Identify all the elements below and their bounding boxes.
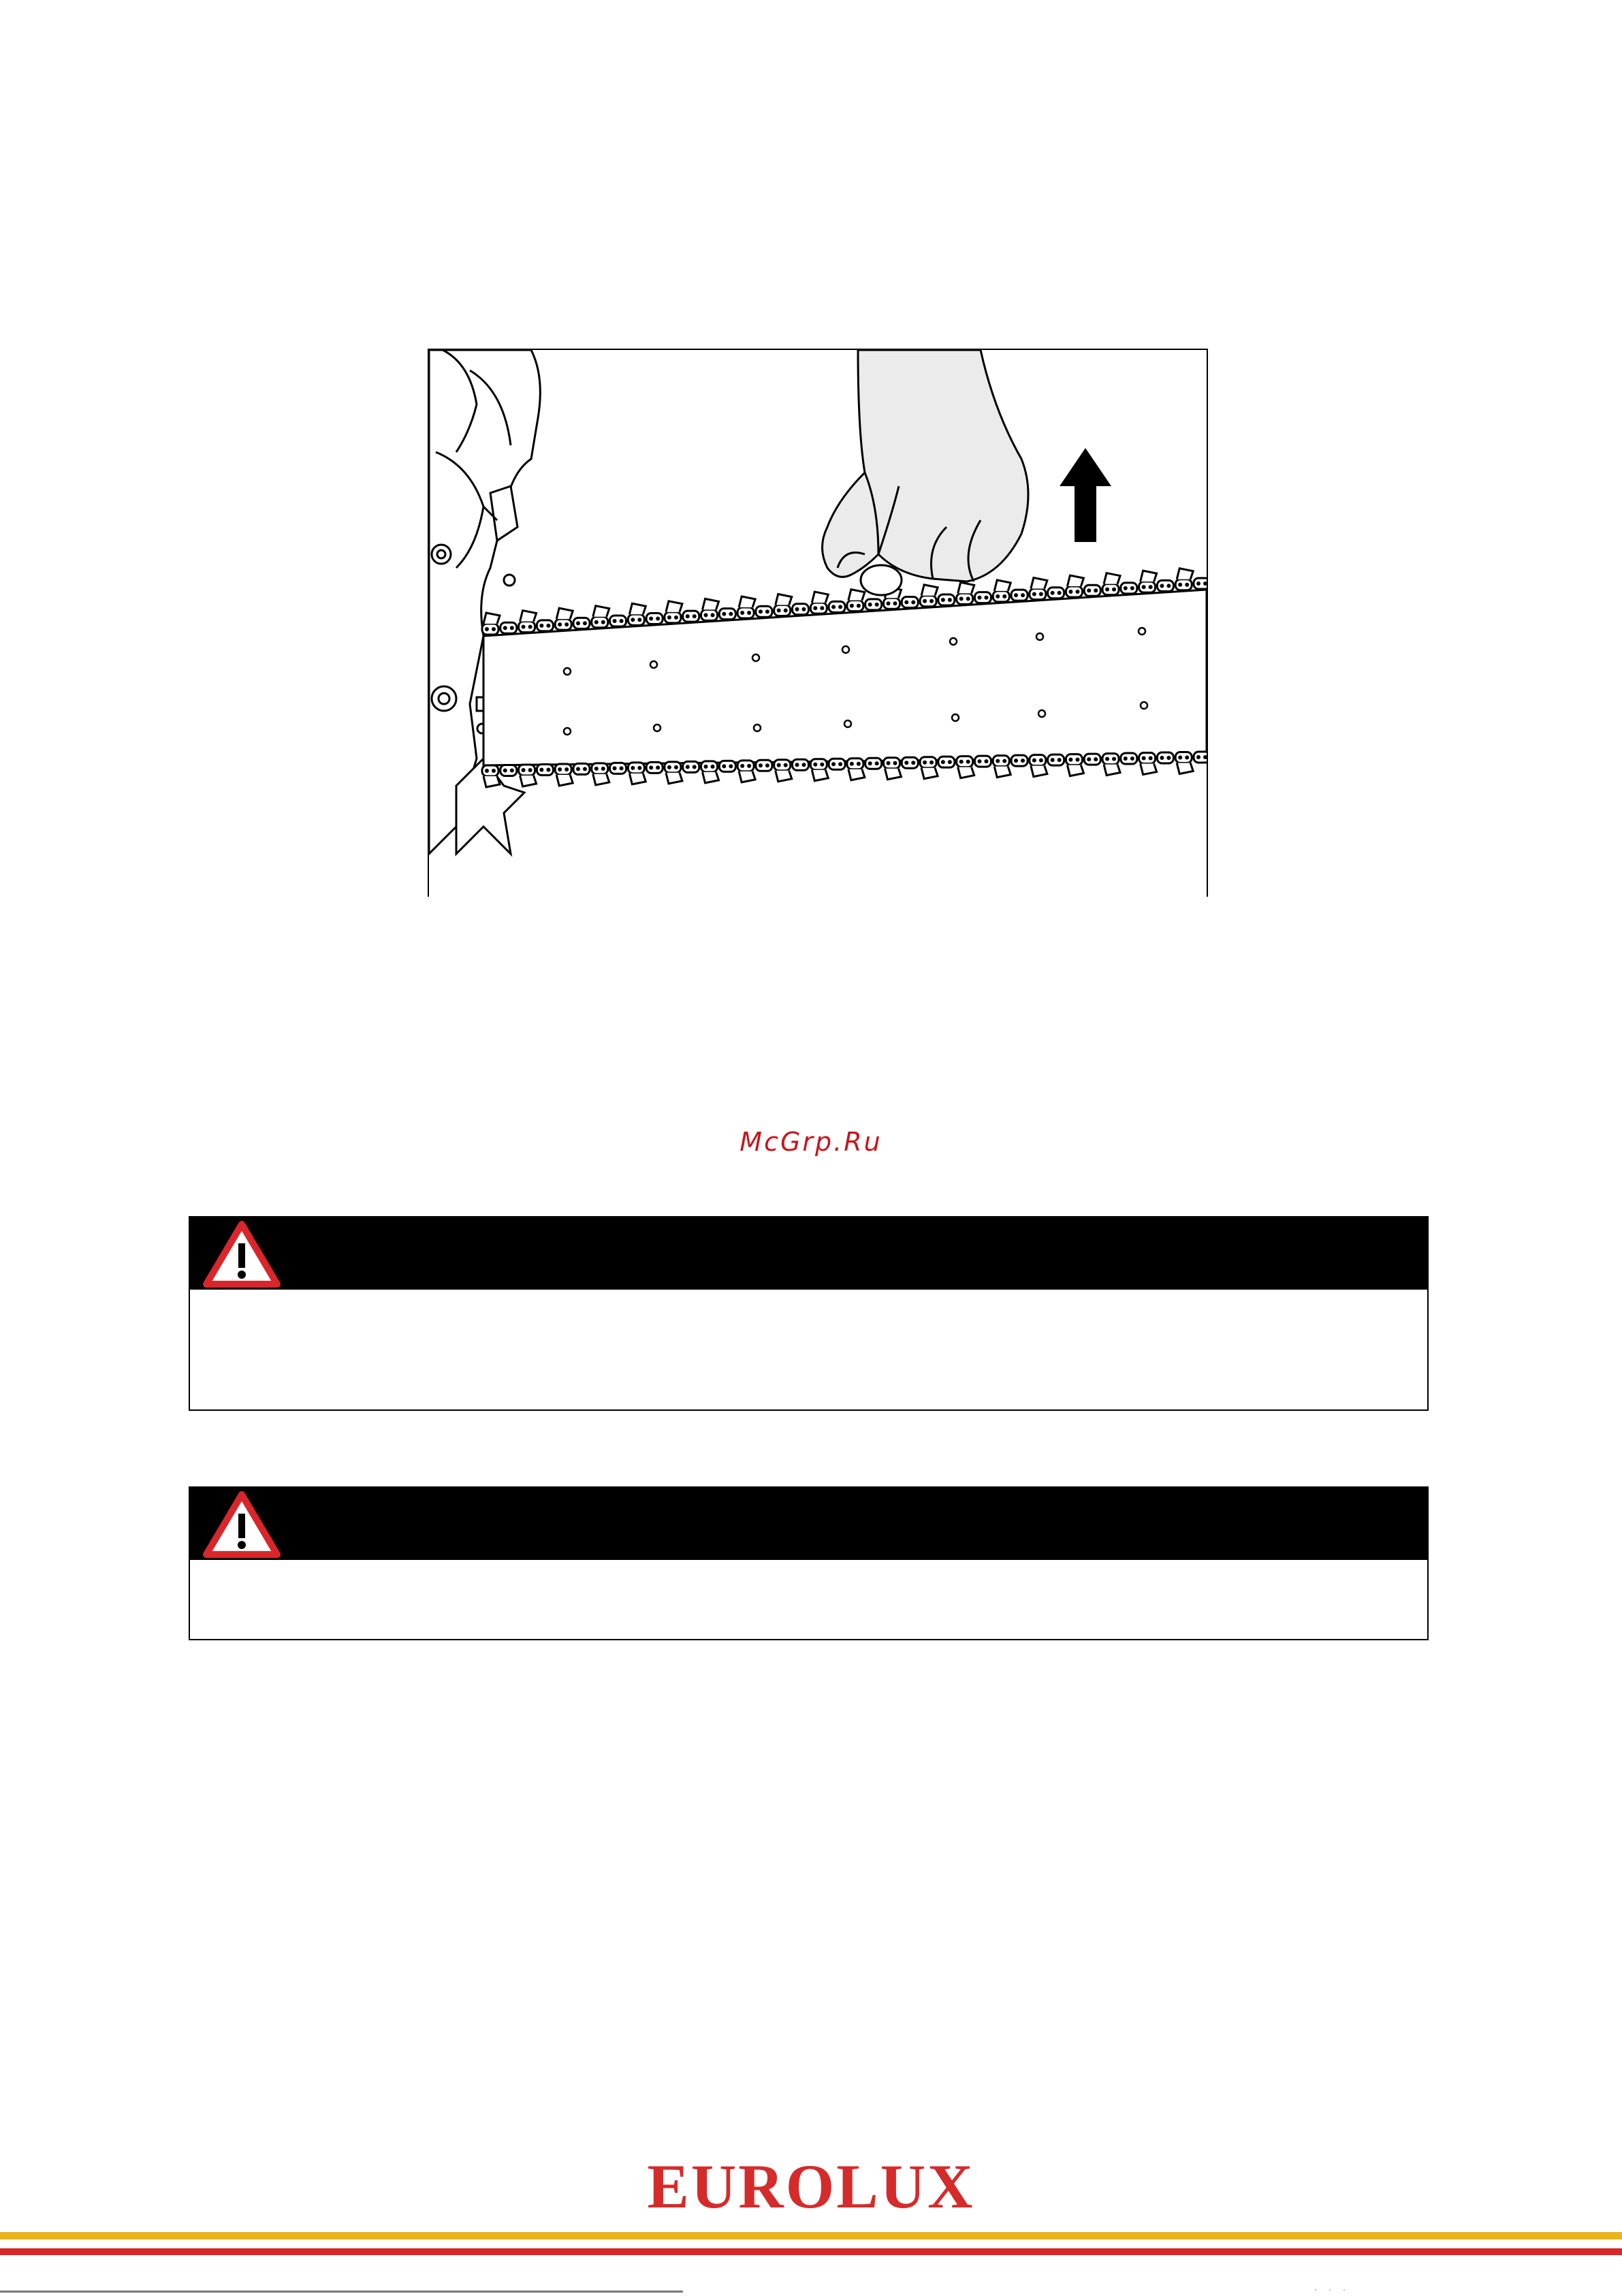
chain-link bbox=[573, 763, 590, 774]
chain-link bbox=[829, 601, 845, 612]
chain-link bbox=[482, 765, 500, 787]
chain-link bbox=[555, 764, 573, 786]
chain-link bbox=[1157, 752, 1173, 763]
chain-link bbox=[902, 596, 918, 607]
chain-link bbox=[1066, 754, 1083, 776]
warning-body-2 bbox=[190, 1560, 1427, 1587]
chain-link bbox=[519, 765, 537, 786]
chain-link bbox=[774, 760, 792, 782]
chain-link bbox=[1048, 588, 1064, 599]
chain-link bbox=[537, 620, 553, 631]
chain-link bbox=[1121, 753, 1137, 764]
rivet-hole bbox=[1036, 633, 1043, 640]
chain-link bbox=[610, 616, 626, 626]
chain-link bbox=[683, 761, 699, 772]
rivet-hole bbox=[650, 661, 657, 668]
chain-link bbox=[1194, 752, 1207, 763]
chain-link bbox=[555, 608, 573, 630]
chain-link bbox=[1011, 590, 1028, 601]
chain-link bbox=[1194, 578, 1207, 589]
brand-logo: EUROLUX bbox=[647, 2152, 975, 2221]
footer-marks: · · · bbox=[1314, 2285, 1350, 2296]
chain-link bbox=[1102, 754, 1120, 776]
warning-header-2 bbox=[190, 1488, 1427, 1560]
chain-link bbox=[683, 611, 699, 622]
warning-triangle-icon bbox=[202, 1220, 281, 1288]
chain-link bbox=[847, 759, 865, 780]
chain-link bbox=[1011, 755, 1028, 766]
chain-link bbox=[1139, 753, 1157, 775]
rivet-hole bbox=[754, 724, 761, 731]
rivet-hole bbox=[564, 728, 571, 735]
warning-body-1 bbox=[190, 1290, 1427, 1317]
chain-link bbox=[737, 761, 755, 782]
chain-link bbox=[810, 759, 828, 781]
chain-link bbox=[719, 609, 735, 620]
chain-link bbox=[500, 765, 517, 776]
chain-link bbox=[810, 592, 828, 613]
chain-link bbox=[793, 759, 809, 770]
guide-bar bbox=[483, 590, 1207, 765]
chain-link bbox=[646, 762, 663, 773]
chain-link bbox=[774, 594, 792, 616]
chain-link bbox=[993, 580, 1011, 602]
chain-link bbox=[1084, 585, 1100, 596]
chain-link bbox=[610, 763, 626, 774]
chain-link bbox=[793, 604, 809, 615]
rivet-hole bbox=[950, 638, 957, 645]
footer-stripe-red bbox=[0, 2248, 1622, 2255]
rivet-hole bbox=[1141, 702, 1147, 709]
chain-link bbox=[938, 756, 955, 767]
chain-link bbox=[993, 756, 1011, 778]
warning-box-2 bbox=[189, 1486, 1429, 1640]
chain-link bbox=[865, 758, 882, 769]
chain-link bbox=[701, 599, 719, 620]
chain-link bbox=[701, 761, 719, 783]
chain-link bbox=[1066, 575, 1083, 597]
rivet-hole bbox=[752, 654, 759, 661]
chain-link bbox=[482, 613, 500, 635]
gloved-hand bbox=[823, 350, 1029, 595]
chain-link bbox=[865, 599, 882, 610]
chain-link bbox=[920, 757, 938, 779]
watermark: McGrp.Ru bbox=[740, 1127, 882, 1157]
rivet-hole bbox=[564, 668, 571, 675]
rivet-hole bbox=[1139, 628, 1145, 635]
warning-triangle-icon bbox=[202, 1490, 281, 1559]
rivet-hole bbox=[1038, 710, 1045, 717]
chain-link bbox=[1139, 571, 1157, 592]
chain-link bbox=[646, 613, 663, 624]
footer-stripe-yellow bbox=[0, 2232, 1622, 2239]
chain-link bbox=[974, 756, 991, 767]
chain-illustration bbox=[428, 349, 1208, 897]
chain-link bbox=[628, 763, 646, 784]
footer-rule bbox=[0, 2291, 683, 2293]
chain-link bbox=[592, 763, 609, 785]
chain-link bbox=[1048, 754, 1064, 765]
chain-link bbox=[829, 759, 845, 769]
chain-link bbox=[957, 582, 974, 604]
rivet-hole bbox=[654, 724, 661, 731]
chain-link bbox=[573, 618, 590, 628]
chain-link bbox=[883, 758, 901, 780]
chain-link bbox=[1175, 752, 1193, 774]
chain-link bbox=[1102, 573, 1120, 595]
chain-link bbox=[756, 606, 772, 617]
chain-link bbox=[1030, 577, 1047, 599]
chain-link bbox=[1175, 569, 1193, 590]
chain-link bbox=[719, 761, 735, 771]
chain-link bbox=[665, 601, 682, 623]
chain-link bbox=[902, 757, 918, 768]
chain-link bbox=[974, 592, 991, 603]
chain-link bbox=[1030, 755, 1047, 777]
chain-link bbox=[737, 596, 755, 618]
chain-link bbox=[938, 594, 955, 605]
chain-link bbox=[756, 760, 772, 771]
chain-link bbox=[1084, 754, 1100, 765]
rivet-hole bbox=[844, 720, 851, 727]
rivet-hole bbox=[952, 714, 959, 721]
chain-link bbox=[592, 606, 609, 628]
chain-link bbox=[628, 603, 646, 625]
up-arrow-icon bbox=[1060, 448, 1111, 542]
rivet-hole bbox=[842, 646, 849, 653]
chain-link bbox=[665, 762, 682, 784]
warning-box-1 bbox=[189, 1216, 1429, 1411]
chain-link bbox=[1121, 583, 1137, 594]
chain-link bbox=[920, 585, 938, 607]
chain-link bbox=[519, 611, 537, 633]
chainsaw-bar-drawing bbox=[429, 350, 1207, 897]
warning-header-1 bbox=[190, 1217, 1427, 1290]
chain-link bbox=[537, 764, 553, 775]
chain-link bbox=[847, 590, 865, 611]
chain-link bbox=[957, 756, 974, 778]
chain-link bbox=[1157, 580, 1173, 591]
chain-link bbox=[500, 622, 517, 633]
